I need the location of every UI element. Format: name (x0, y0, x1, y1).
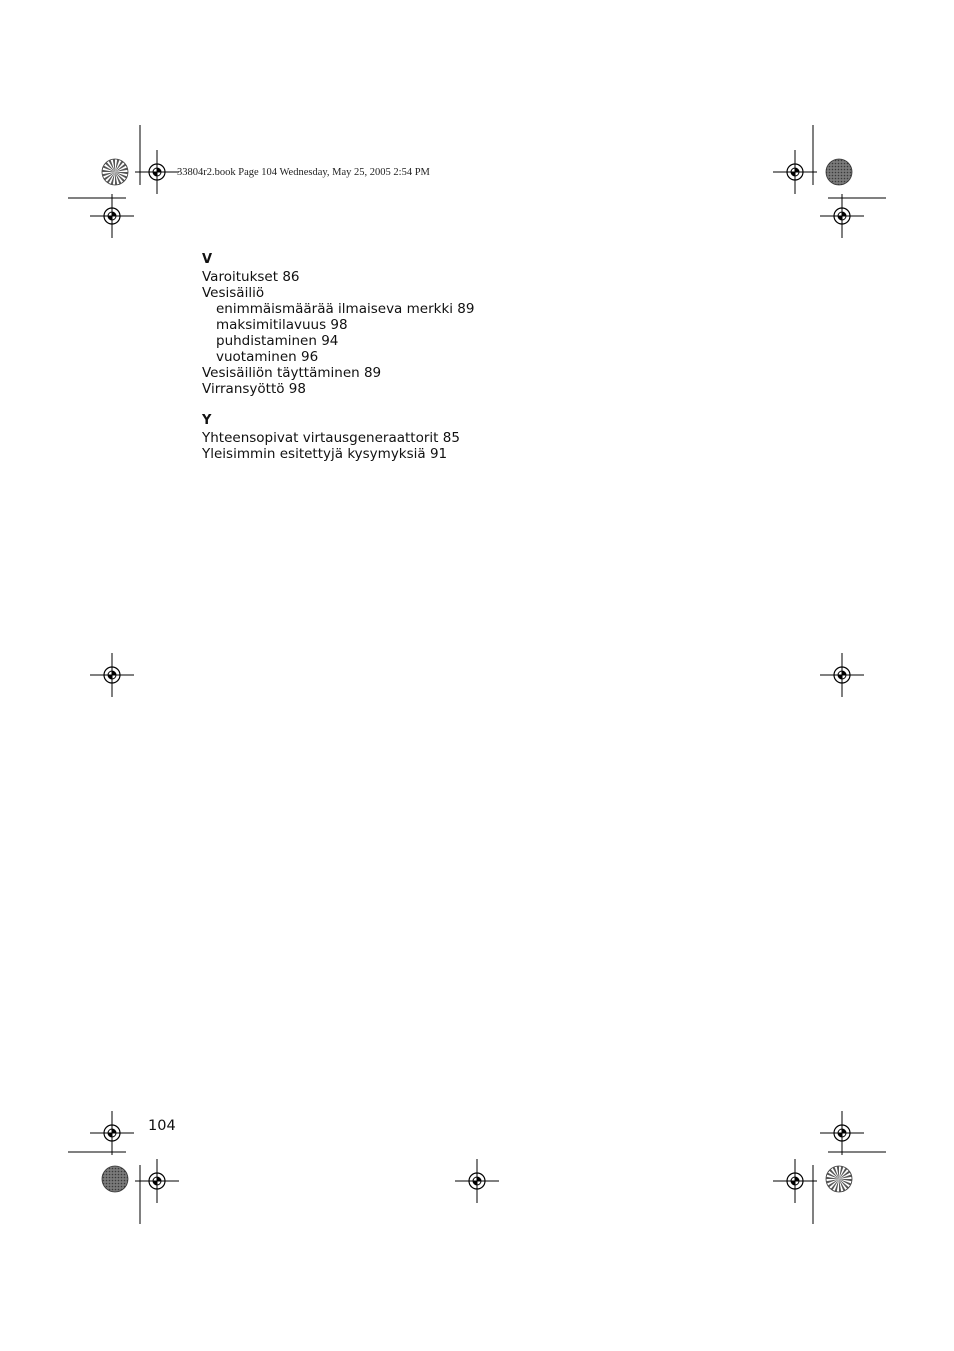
section-letter: Y (202, 413, 212, 428)
registration-mark-icon (455, 1159, 499, 1203)
index-entry: Vesisäiliö (202, 285, 265, 301)
registration-mark-icon (820, 653, 864, 697)
index-entry: Varoitukset 86 (202, 269, 300, 285)
index-list (202, 252, 474, 478)
index-entry: Vesisäiliön täyttäminen 89 (202, 365, 382, 381)
star-target-icon (826, 1166, 852, 1192)
section-letter: V (202, 252, 213, 267)
index-subentry: maksimitilavuus 98 (216, 317, 348, 333)
registration-mark-icon (773, 150, 817, 194)
index-entry: Yhteensopivat virtausgeneraattorit 85 (202, 430, 460, 446)
index-subentry: puhdistaminen 94 (216, 333, 339, 349)
index-subentry: vuotaminen 96 (216, 349, 319, 365)
registration-mark-icon (90, 1111, 134, 1155)
star-target-icon (102, 159, 128, 185)
index-entry: Yleisimmin esitettyjä kysymyksiä 91 (202, 446, 448, 462)
index-section (202, 252, 474, 397)
registration-mark-icon (90, 194, 134, 238)
index-entry: Virransyöttö 98 (202, 381, 306, 397)
slug-line: 33804r2.book Page 104 Wednesday, May 25, 2005 2:54 PM (177, 167, 430, 178)
registration-mark-icon (135, 150, 179, 194)
grey-patch-icon (102, 1166, 128, 1192)
registration-mark-icon (773, 1159, 817, 1203)
page-number: 104 (148, 1118, 176, 1134)
registration-mark-icon (90, 653, 134, 697)
grey-patch-icon (826, 159, 852, 185)
registration-mark-icon (820, 1111, 864, 1155)
index-subentry: enimmäismäärää ilmaiseva merkki 89 (216, 301, 475, 317)
registration-mark-icon (135, 1159, 179, 1203)
index-section (202, 413, 474, 462)
registration-mark-icon (820, 194, 864, 238)
